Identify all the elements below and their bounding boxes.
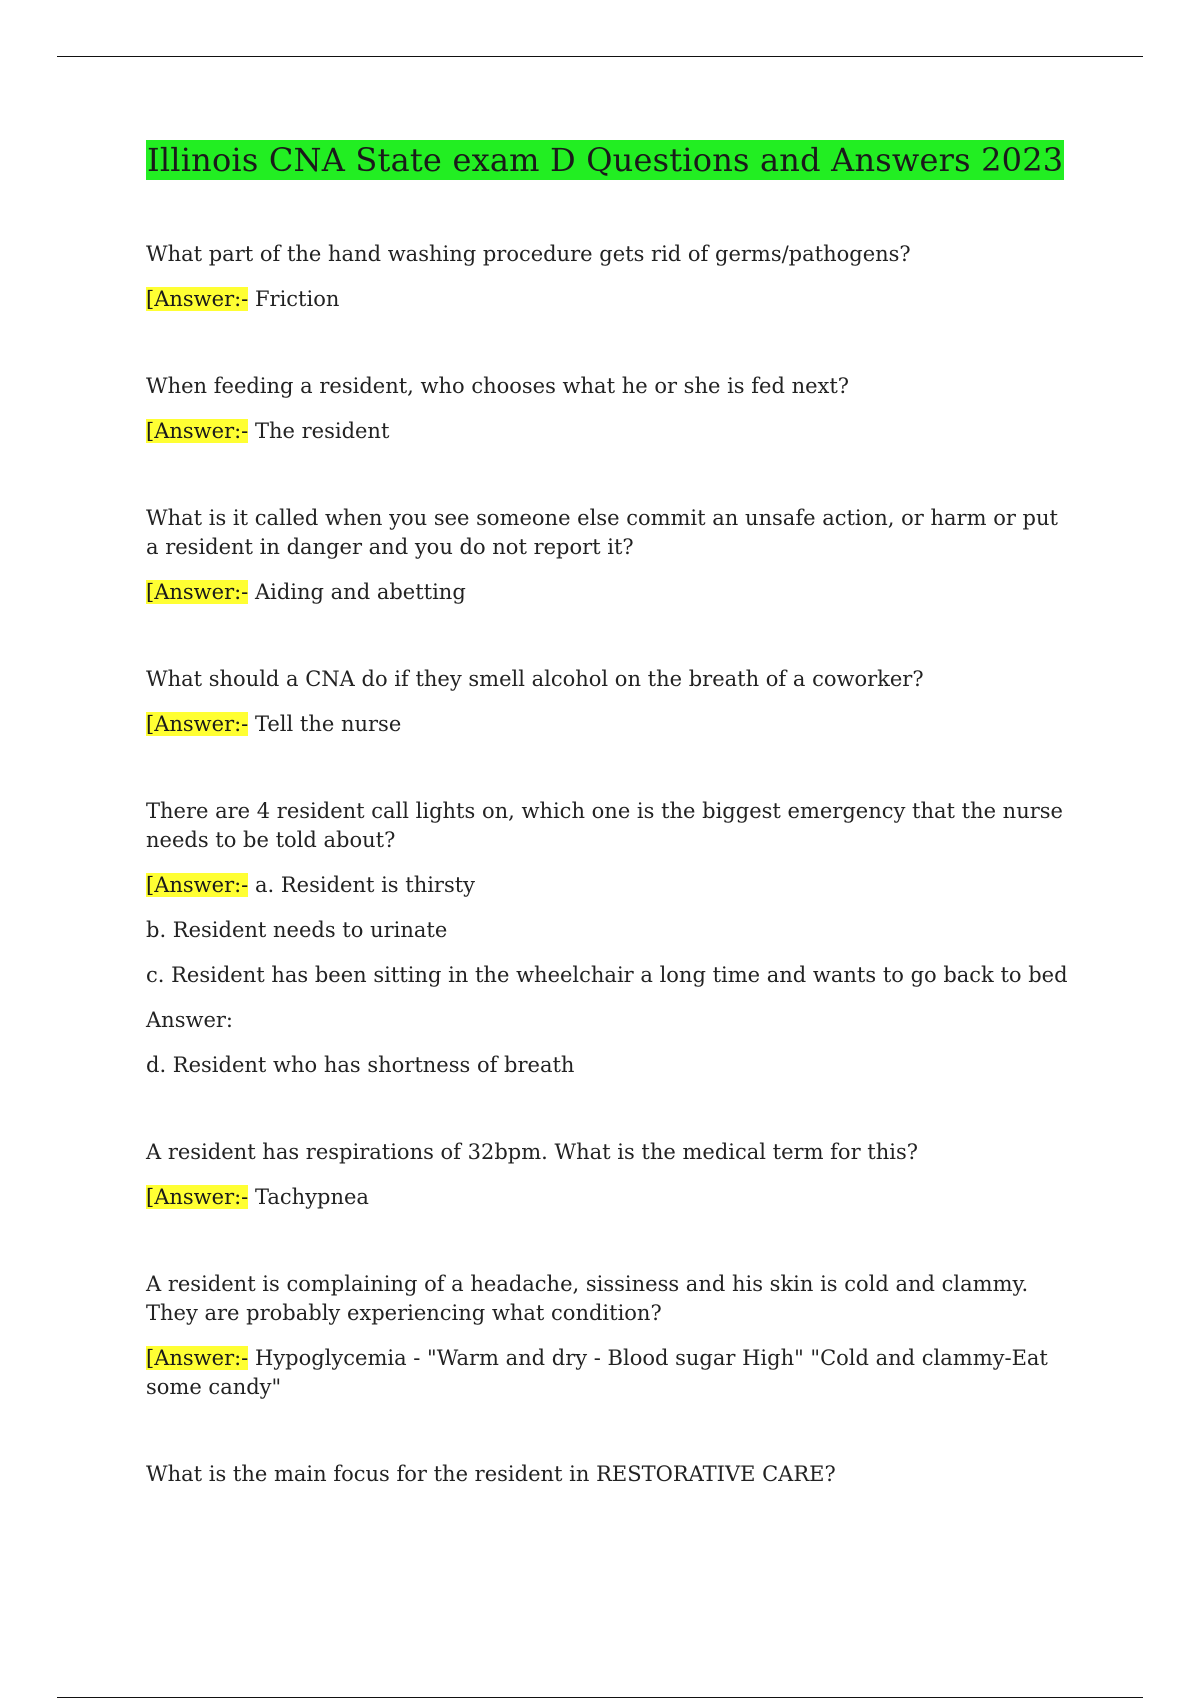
- answer-line: [146, 1344, 1076, 1402]
- question-text: A resident has respirations of 32bpm. What is the medical term for this?: [146, 1140, 918, 1164]
- answer-line: [146, 710, 1076, 739]
- question-text: When feeding a resident, who chooses what he or she is fed next?: [146, 374, 850, 398]
- answer-label: [Answer:-: [146, 1185, 249, 1209]
- question-text: There are 4 resident call lights on, which one is the biggest emergency that the nurse needs to be told about?: [146, 799, 1063, 852]
- answer-text: Aiding and abetting: [254, 580, 466, 604]
- qa-list: [146, 240, 1076, 1489]
- question-text: What part of the hand washing procedure gets rid of germs/pathogens?: [146, 242, 911, 266]
- answer-label: [Answer:-: [146, 419, 249, 443]
- answer-option: c. Resident has been sitting in the wheelchair a long time and wants to go back to bed: [146, 963, 1068, 987]
- qa-item: [146, 1460, 1076, 1489]
- document-body: [146, 140, 1076, 1547]
- answer-option: b. Resident needs to urinate: [146, 918, 448, 942]
- top-rule: [57, 56, 1143, 57]
- answer-text: Tell the nurse: [254, 712, 402, 736]
- answer-option: Answer:: [146, 1008, 233, 1032]
- answer-line: [146, 285, 1076, 314]
- bottom-rule: [57, 1697, 1143, 1698]
- answer-option: d. Resident who has shortness of breath: [146, 1053, 575, 1077]
- answer-line: [146, 578, 1076, 607]
- answer-text: Tachypnea: [254, 1185, 369, 1209]
- qa-item: [146, 665, 1076, 739]
- answer-text: Hypoglycemia - "Warm and dry - Blood sugar High" "Cold and clammy-Eat some candy": [146, 1346, 1048, 1399]
- answer-label: [Answer:-: [146, 712, 249, 736]
- qa-item: [146, 1270, 1076, 1402]
- question-text: What should a CNA do if they smell alcohol on the breath of a coworker?: [146, 667, 924, 691]
- answer-label: [Answer:-: [146, 580, 249, 604]
- question-text: What is it called when you see someone else commit an unsafe action, or harm or put a resident in danger and you do not report it?: [146, 506, 1058, 559]
- question-text: A resident is complaining of a headache, sissiness and his skin is cold and clammy. They are probably experiencing what condition?: [146, 1272, 1029, 1325]
- answer-line: [146, 417, 1076, 446]
- answer-text: a. Resident is thirsty: [254, 873, 476, 897]
- qa-item: [146, 504, 1076, 607]
- answer-label: [Answer:-: [146, 1346, 249, 1370]
- qa-item: [146, 372, 1076, 446]
- answer-label: [Answer:-: [146, 287, 249, 311]
- answer-line: [146, 871, 1076, 900]
- qa-item: [146, 240, 1076, 314]
- answer-text: Friction: [254, 287, 340, 311]
- qa-item: [146, 1138, 1076, 1212]
- answer-line: [146, 1183, 1076, 1212]
- answer-text: The resident: [254, 419, 390, 443]
- question-text: What is the main focus for the resident in RESTORATIVE CARE?: [146, 1462, 836, 1486]
- document-title: Illinois CNA State exam D Questions and Answers 2023: [147, 141, 1064, 179]
- answer-label: [Answer:-: [146, 873, 249, 897]
- qa-item: [146, 797, 1076, 1080]
